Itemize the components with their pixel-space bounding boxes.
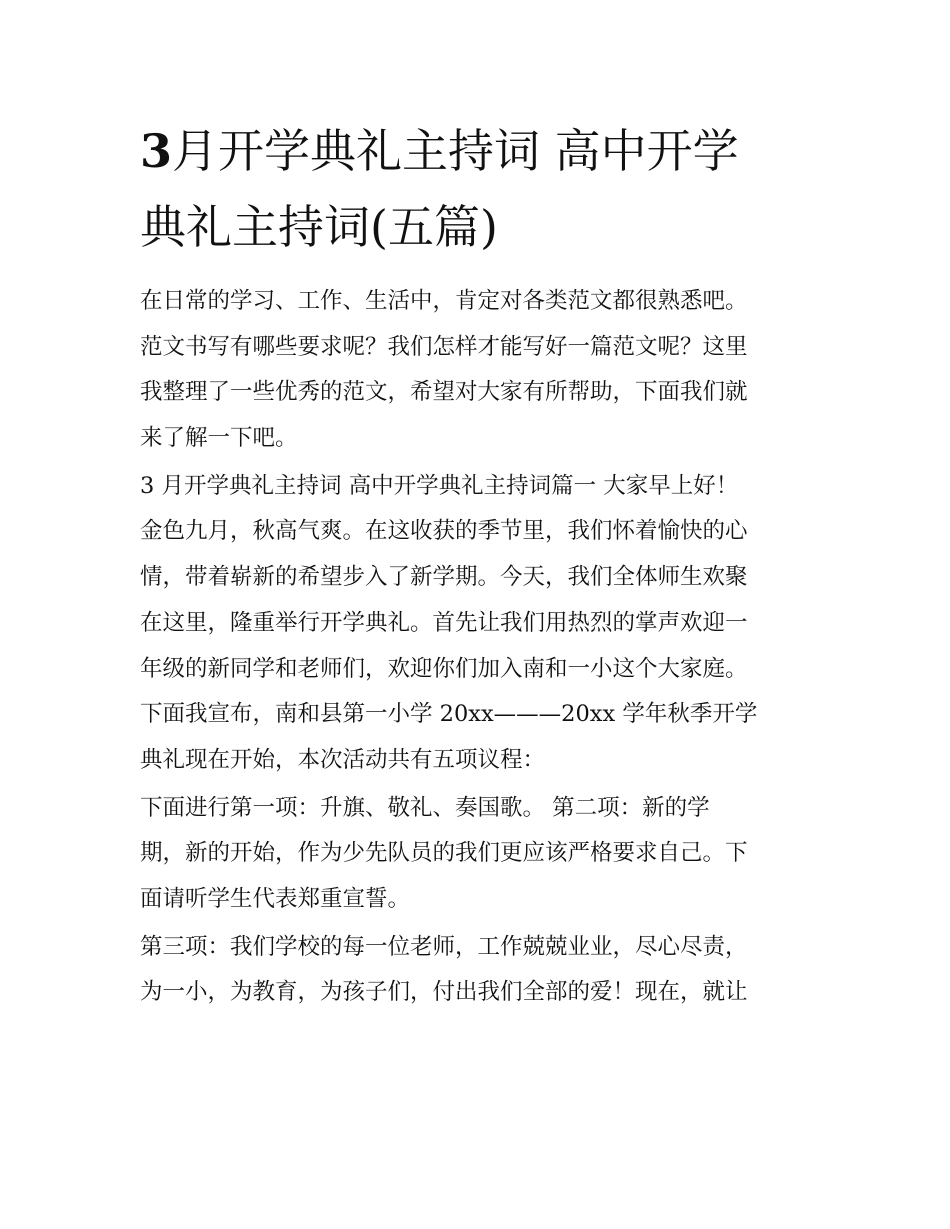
paragraph-speech-opening <box>140 464 820 784</box>
text-line: 年级的新同学和老师们，欢迎你们加入南和一小这个大家庭。 <box>140 655 748 682</box>
title-line2-text: 典礼主持词(五篇) <box>140 200 498 254</box>
text-line: 3 月开学典礼主持词 高中开学典礼主持词篇一 大家早上好！ <box>140 472 739 499</box>
document-title <box>140 113 820 265</box>
text-line: 为一小，为教育，为孩子们，付出我们全部的爱！现在，就让 <box>140 979 748 1006</box>
text-line: 范文书写有哪些要求呢？我们怎样才能写好一篇范文呢？这里 <box>140 333 748 360</box>
text-line: 下面我宣布，南和县第一小学 20xx———20xx 学年秋季开学 <box>140 701 758 728</box>
text-line: 金色九月，秋高气爽。在这收获的季节里，我们怀着愉快的心 <box>140 518 748 545</box>
text-line: 在日常的学习、工作、生活中，肯定对各类范文都很熟悉吧。 <box>140 288 748 314</box>
text-line: 期，新的开始，作为少先队员的我们更应该严格要求自己。下 <box>140 840 748 867</box>
text-line: 下面进行第一项：升旗、敬礼、奏国歌。 第二项：新的学 <box>140 794 710 821</box>
text-line: 在这里，隆重举行开学典礼。首先让我们用热烈的掌声欢迎一 <box>140 609 748 636</box>
text-line: 情，带着崭新的希望步入了新学期。今天，我们全体师生欢聚 <box>140 564 748 591</box>
title-line1-text: 月开学典礼主持词 高中开学 <box>172 124 739 178</box>
document-body <box>140 279 820 1018</box>
text-line: 来了解一下吧。 <box>140 425 298 452</box>
title-number: 3 <box>140 124 173 178</box>
text-line: 第三项：我们学校的每一位老师，工作兢兢业业，尽心尽责， <box>140 933 748 960</box>
paragraph-agenda-items <box>140 786 820 923</box>
paragraph-intro <box>140 279 820 462</box>
text-line: 我整理了一些优秀的范文，希望对大家有所帮助，下面我们就 <box>140 379 748 406</box>
text-line: 典礼现在开始，本次活动共有五项议程： <box>140 746 546 773</box>
paragraph-item-three <box>140 925 820 1016</box>
text-line: 面请听学生代表郑重宣誓。 <box>140 885 411 912</box>
